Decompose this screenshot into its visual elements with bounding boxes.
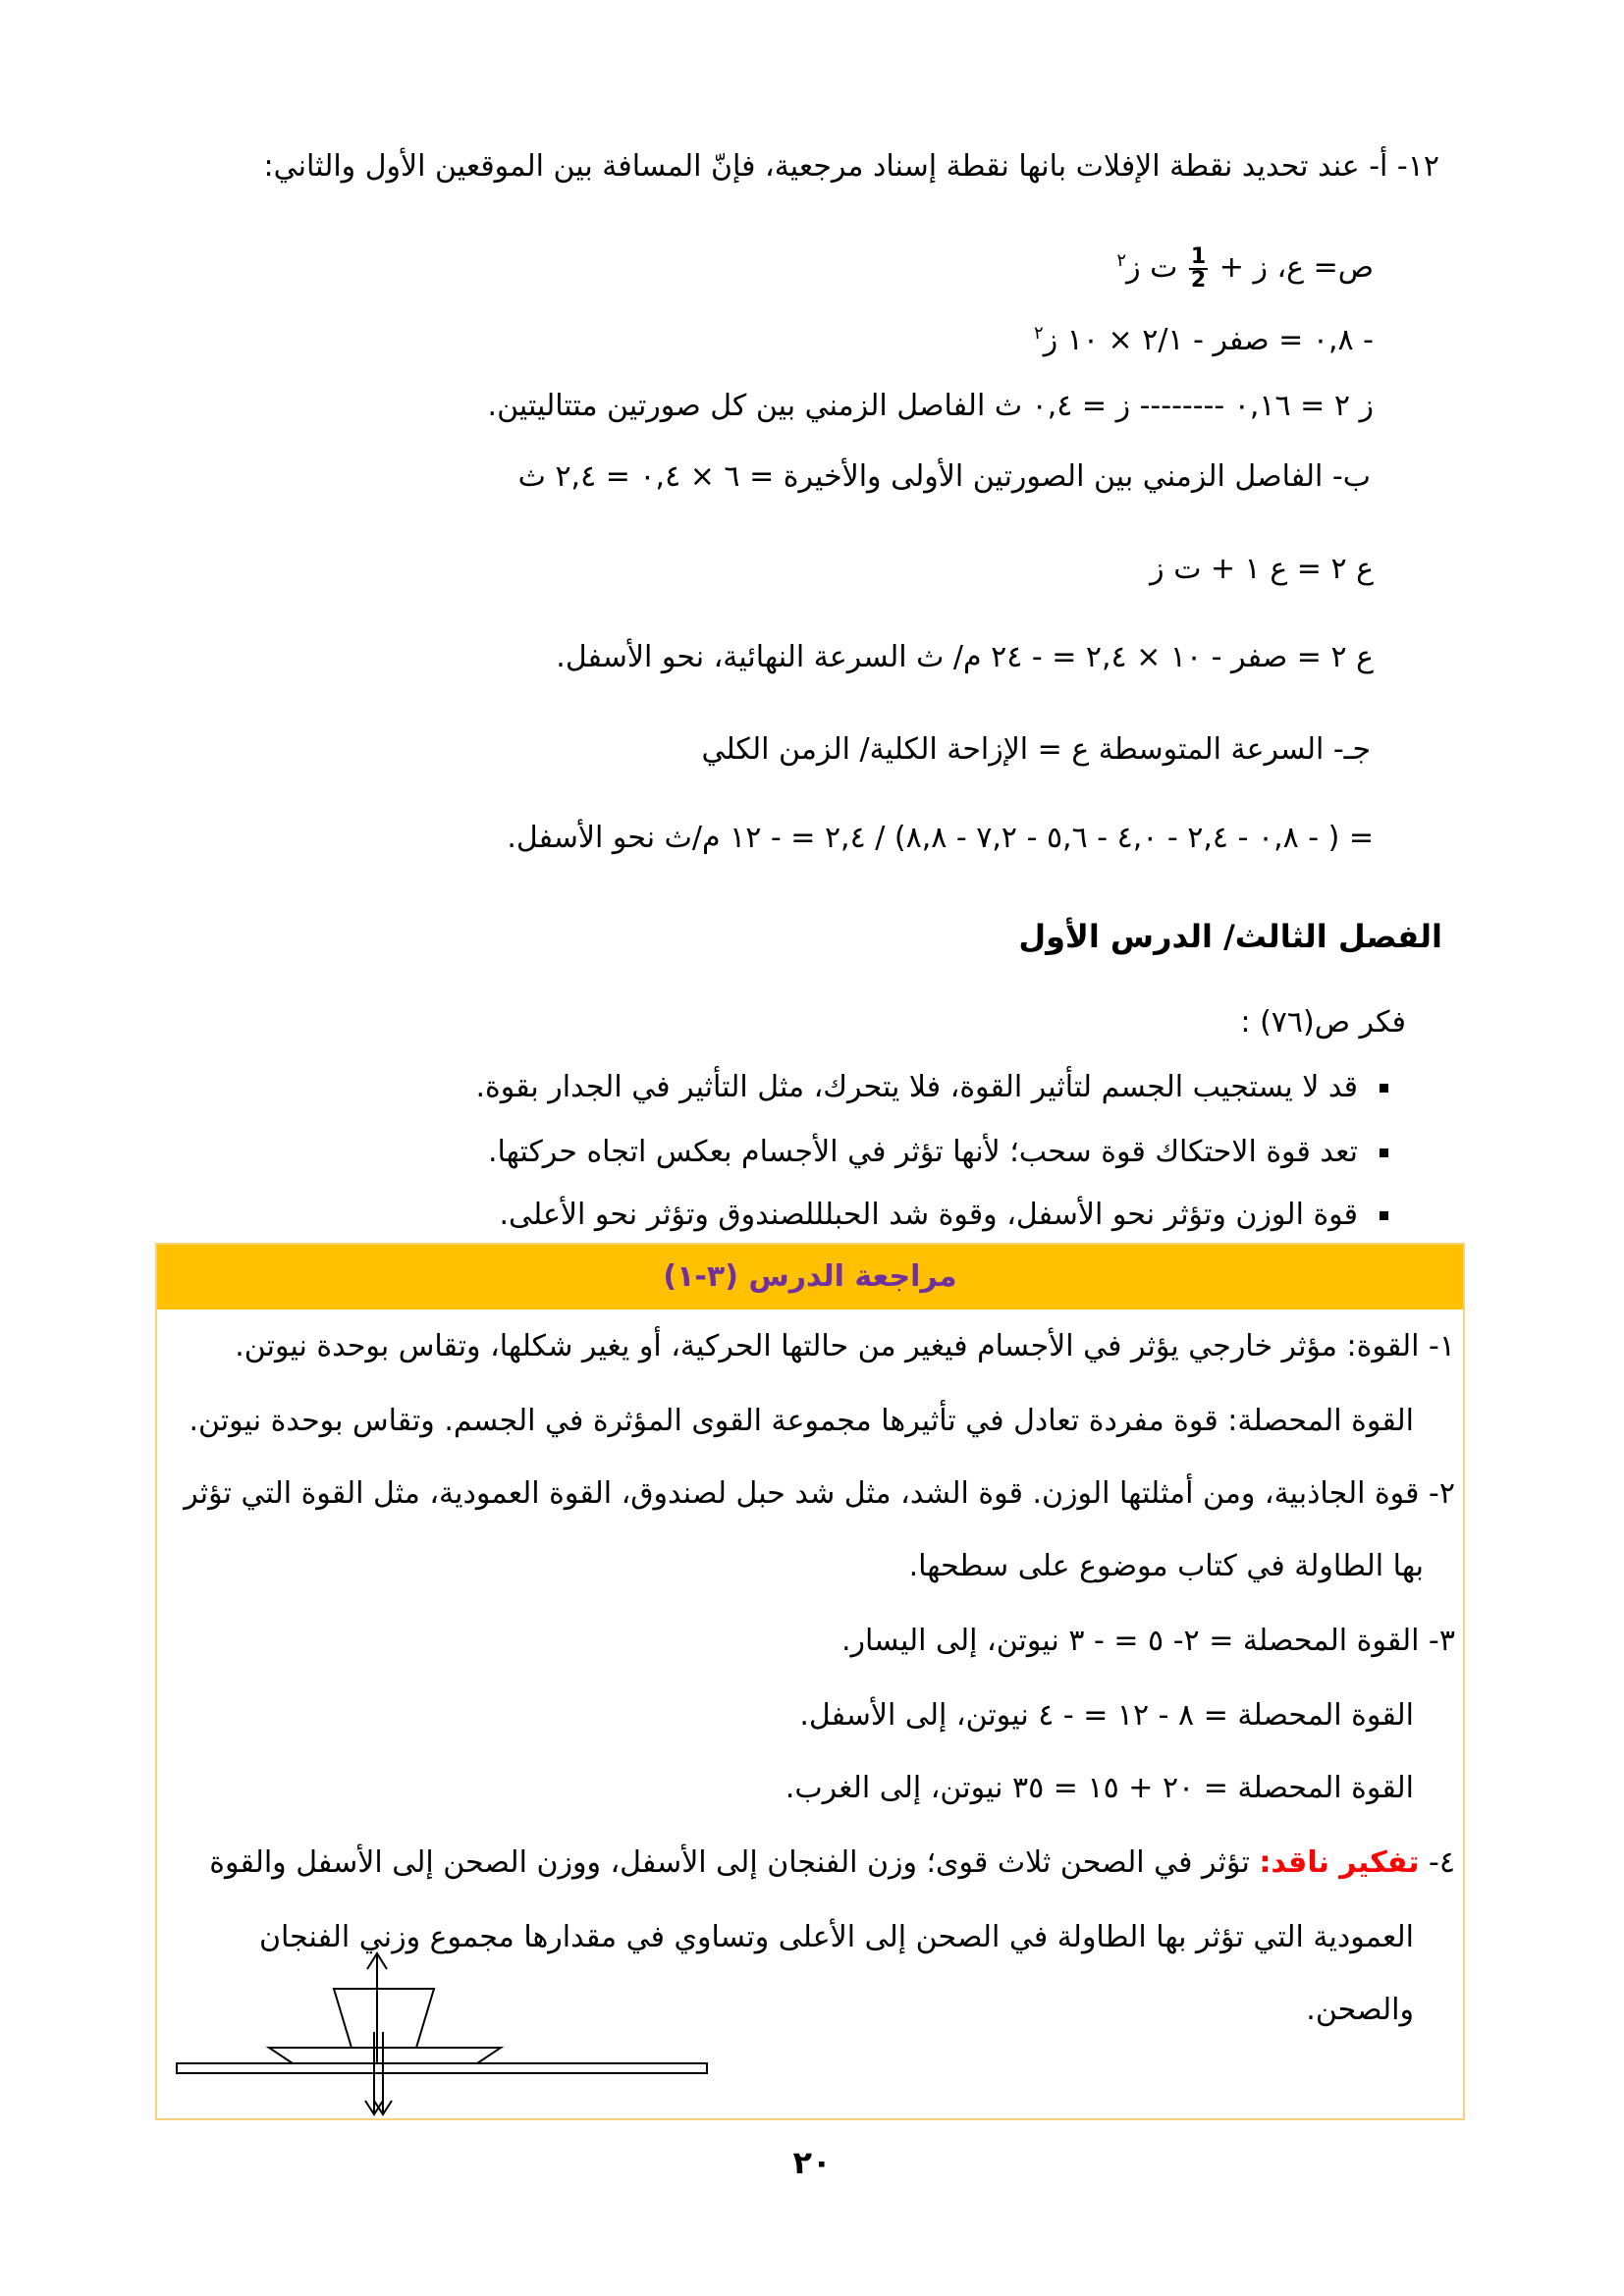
eq1-pre: ص= ع، ز + bbox=[1218, 250, 1374, 285]
review-title: مراجعة الدرس (٣-١) bbox=[157, 1245, 1463, 1309]
think-bullet-2: تعد قوة الاحتكاك قوة سحب؛ لأنها تؤثر في الأجسام بعكس اتجاه حركتها. bbox=[488, 1133, 1388, 1172]
equation-time-interval: ز ٢ = ٠,١٦ -------- ز = ٠,٤ ث الفاصل الزمني بين كل صورتين متتاليتين. bbox=[487, 389, 1374, 423]
square-bullet-icon bbox=[1380, 1148, 1388, 1157]
half-fraction: $\frac{1}{2}$ bbox=[1190, 243, 1207, 293]
review-line-3: ٢- قوة الجاذبية، ومن أمثلتها الوزن. قوة الشد، مثل شد حبل لصندوق، القوة العمودية، مثل القوة التي تؤثر bbox=[184, 1476, 1455, 1511]
equation-velocity: ع ٢ = ع ١ + ت ز bbox=[1150, 552, 1374, 586]
review-line-8: ٤- تفكير ناقد: تؤثر في الصحن ثلاث قوى؛ وزن الفنجان إلى الأسفل، ووزن الصحن إلى الأسفل والقوة bbox=[209, 1845, 1455, 1880]
cup-saucer-force-diagram bbox=[175, 1934, 725, 2120]
q12a-text: ١٢- أ- عند تحديد نقطة الإفلات بانها نقطة إسناد مرجعية، فإنّ المسافة بين الموقعين الأول والثاني: bbox=[263, 149, 1439, 184]
eq1-sup: ٢ bbox=[1116, 250, 1127, 271]
review-line-2: القوة المحصلة: قوة مفردة تعادل في تأثيرها مجموعة القوى المؤثرة في الجسم. وتقاس بوحدة نيوتن. bbox=[189, 1404, 1414, 1438]
review-line-5: ٣- القوة المحصلة = ٢- ٥ = - ٣ نيوتن، إلى اليسار. bbox=[841, 1624, 1455, 1658]
review-line-4: بها الطاولة في كتاب موضوع على سطحها. bbox=[908, 1549, 1424, 1583]
review-line-9: العمودية التي تؤثر بها الطاولة في الصحن إلى الأعلى وتساوي في مقدارها مجموع وزني الفنجان bbox=[258, 1920, 1414, 1954]
review-line-1: ١- القوة: مؤثر خارجي يؤثر في الأجسام فيغير من حالتها الحركية، أو يغير شكلها، وتقاس بوحدة نيوتن. bbox=[235, 1329, 1455, 1363]
page-number: ٢٠ bbox=[792, 2144, 832, 2181]
equation-substitution: - ٠,٨ = صفر - ٢/١ × ١٠ ز$^٢$ bbox=[1034, 323, 1374, 357]
square-bullet-icon bbox=[1380, 1211, 1388, 1220]
q12c-text: جـ- السرعة المتوسطة ع = الإزاحة الكلية/ الزمن الكلي bbox=[701, 732, 1371, 767]
review-line-6: القوة المحصلة = ٨ - ١٢ = - ٤ نيوتن، إلى الأسفل. bbox=[799, 1698, 1414, 1733]
review-line-10: والصحن. bbox=[1306, 1993, 1414, 2027]
think-bullet-3: قوة الوزن وتؤثر نحو الأسفل، وقوة شد الحبلللصندوق وتؤثر نحو الأعلى. bbox=[500, 1196, 1388, 1235]
q12b-text: ب- الفاصل الزمني بين الصورتين الأولى والأخيرة = ٦ × ٠,٤ = ٢,٤ ث bbox=[517, 459, 1371, 494]
square-bullet-icon bbox=[1380, 1084, 1388, 1093]
review-line-7: القوة المحصلة = ٢٠ + ١٥ = ٣٥ نيوتن، إلى الغرب. bbox=[785, 1771, 1414, 1805]
eq1-post: ت ز bbox=[1126, 250, 1178, 285]
think-title: فكر ص(٧٦) : bbox=[1240, 1005, 1406, 1040]
equation-final-velocity: ع ٢ = صفر - ١٠ × ٢,٤ = - ٢٤ م/ ث السرعة النهائية، نحو الأسفل. bbox=[556, 640, 1374, 674]
critical-thinking-label: تفكير ناقد: bbox=[1259, 1845, 1420, 1880]
equation-displacement bbox=[1116, 241, 1374, 292]
chapter-heading: الفصل الثالث/ الدرس الأول bbox=[1018, 918, 1442, 955]
think-bullet-1: قد لا يستجيب الجسم لتأثير القوة، فلا يتحرك، مثل التأثير في الجدار بقوة. bbox=[475, 1068, 1388, 1107]
saucer-shape bbox=[269, 2048, 501, 2063]
table-rect bbox=[177, 2063, 707, 2073]
equation-average-velocity: = ( - ٠,٨ - ٢,٤ - ٤,٠ - ٥,٦ - ٧,٢ - ٨,٨) / ٢,٤ = - ١٢ م/ث نحو الأسفل. bbox=[507, 821, 1374, 855]
